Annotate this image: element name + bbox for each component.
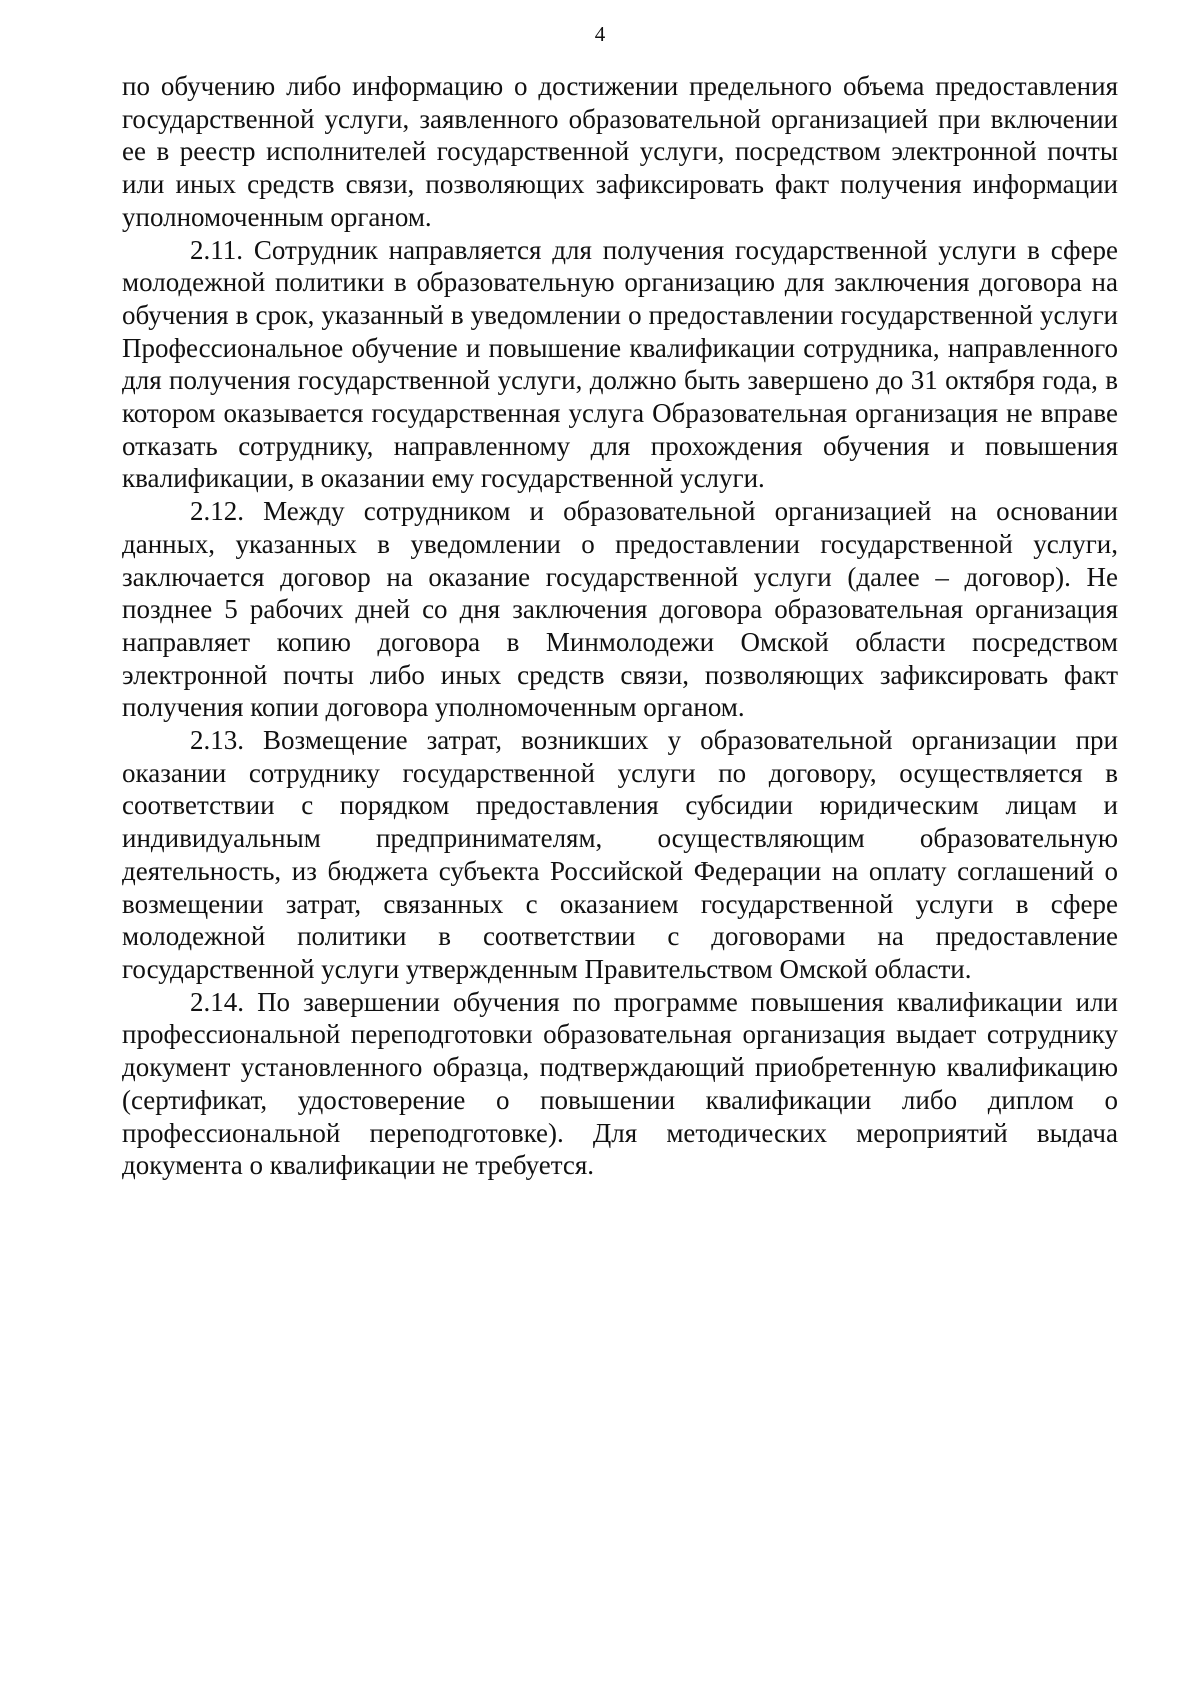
- paragraph-2-11: 2.11. Сотрудник направляется для получения государственной услуги в сфере молодежной политики в образовательную организацию для заключения договора на обучения в срок, указанный в уведомлении о предоставлении государственной услуги Профессиональное обучение и повышение квалификации сотрудника, направленного для получения государственной услуги, должно быть завершено до 31 октября года, в котором оказывается государственная услуга Образовательная организация не вправе отказать сотруднику, направленному для прохождения обучения и повышения квалификации, в оказании ему государственной услуги.: [122, 234, 1118, 494]
- paragraph-continuation: по обучению либо информацию о достижении предельного объема предоставления государственной услуги, заявленного образовательной организацией при включении ее в реестр исполнителей государственной услуги, посредством электронной почты или иных средств связи, позволяющих зафиксировать факт получения информации уполномоченным органом.: [122, 71, 1118, 232]
- document-body: [122, 70, 1118, 1182]
- paragraph-2-12: 2.12. Между сотрудником и образовательной организацией на основании данных, указанных в уведомлении о предоставлении государственной услуги, заключается договор на оказание государственной услуги (далее – договор). Не позднее 5 рабочих дней со дня заключения договора образовательная организация направляет копию договора в Минмолодежи Омской области посредством электронной почты либо иных средств связи, позволяющих зафиксировать факт получения копии договора уполномоченным органом.: [122, 496, 1118, 723]
- page-number: 4: [594, 22, 606, 46]
- paragraph-2-13: 2.13. Возмещение затрат, возникших у образовательной организации при оказании сотруднику государственной услуги по договору, осуществляется в соответствии с порядком предоставления субсидии юридическим лицам и индивидуальным предпринимателям, осуществляющим образовательную деятельность, из бюджета субъекта Российской Федерации на оплату соглашений о возмещении затрат, связанных с оказанием государственной услуги в сфере молодежной политики в соответствии с договорами на предоставление государственной услуги утвержденным Правительством Омской области.: [122, 725, 1118, 984]
- paragraph-2-14: 2.14. По завершении обучения по программе повышения квалификации или профессиональной переподготовки образовательная организация выдает сотруднику документ установленного образца, подтверждающий приобретенную квалификацию (сертификат, удостоверение о повышении квалификации либо диплом о профессиональной переподготовке). Для методических мероприятий выдача документа о квалификации не требуется.: [122, 986, 1118, 1181]
